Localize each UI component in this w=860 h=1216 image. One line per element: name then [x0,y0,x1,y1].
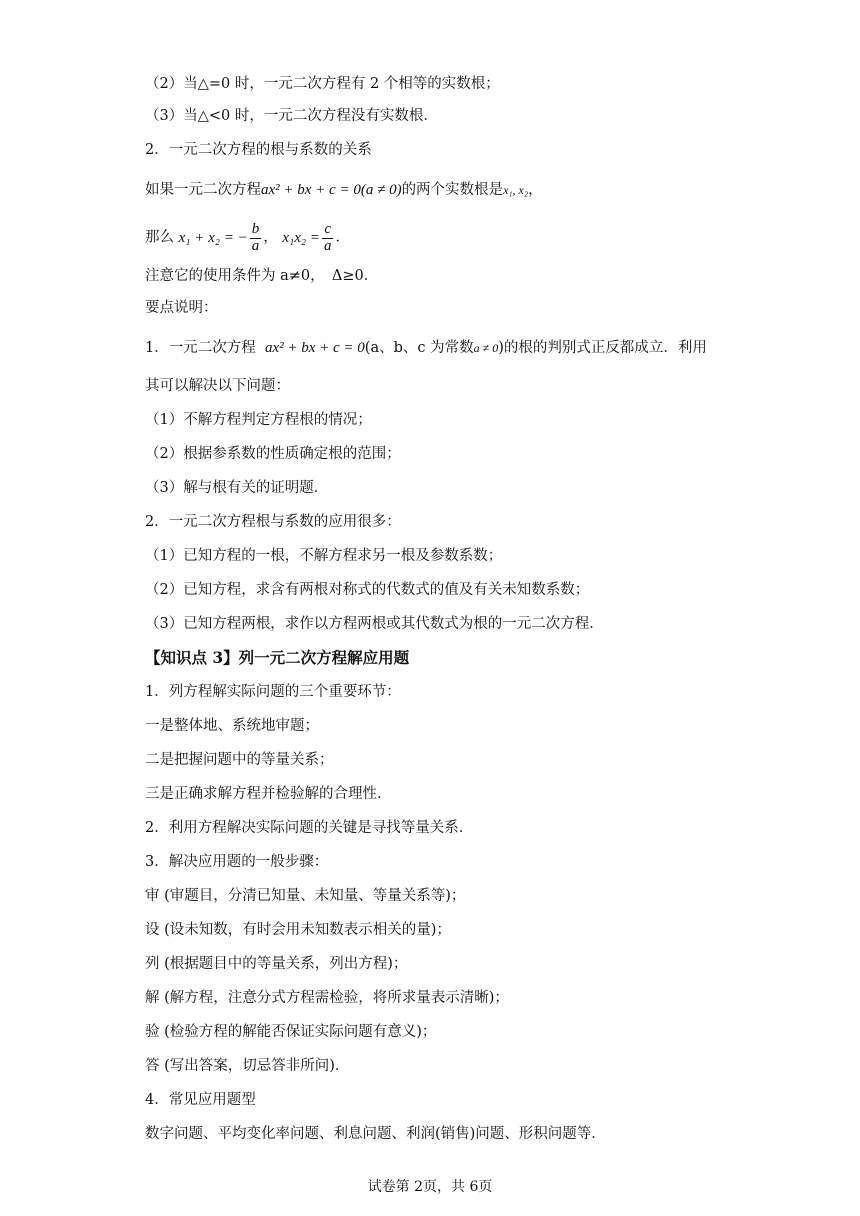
text-line-common-types-list: 数字问题、平均变化率问题、利息问题、利润(销售)问题、形积问题等． [145,1126,606,1142]
text-line-applications: 2．一元二次方程根与系数的应用很多： [145,514,401,530]
text-line-key-equality: 2．利用方程解决实际问题的关键是寻找等量关系． [145,820,474,836]
sum-of-roots-formula: x₁ + x₂ = − $\frac{b}{a}$ [178,221,260,254]
text-line-step-3: 三是正确求解方程并检验解的合理性． [145,786,392,802]
text-line-step-2: 二是把握问题中的等量关系； [145,752,334,768]
roots-label: x₁, x₂ [503,183,529,197]
quadratic-equation: ax² + bx + c = 0(a ≠ 0) [261,182,402,198]
text-line-application-3: （3）已知方程两根，求作以方程两根或其代数式为根的一元二次方程． [145,616,604,632]
text-line-key-points: 要点说明： [145,300,218,316]
text-line-vieta-formulas: 那么 x₁ + x₂ = − $\frac{b}{a}$ ， x₁x₂ = $\frac{c}{a}$ ． [145,221,350,254]
text-line-step-1: 一是整体地、系统地审题； [145,718,319,734]
text-line-problem-2: （2）根据参系数的性质确定根的范围； [145,446,401,462]
text-line-step-answer: 答 (写出答案，切忌答非所问)． [145,1058,350,1074]
section-heading-knowledge-point-3: 【知识点 3】列一元二次方程解应用题 [145,648,410,667]
text-line-application-2: （2）已知方程，求含有两根对称式的代数式的值及有关未知数系数； [145,582,590,598]
text-line-problems-intro: 其可以解决以下问题： [145,378,290,394]
text-line-step-set: 设 (设未知数，有时会用未知数表示相关的量)； [145,922,451,938]
product-of-roots-formula: x₁x₂ = $\frac{c}{a}$ [282,221,332,254]
quadratic-equation-short: ax² + bx + c = 0 [264,340,365,356]
text-line-application-1: （1）已知方程的一根，不解方程求另一根及参数系数； [145,548,503,564]
text-line-vieta-condition: 如果一元二次方程ax² + bx + c = 0(a ≠ 0)的两个实数根是x₁, x₂， [145,182,543,198]
page-footer: 试卷第 2页，共 6页 [367,1179,493,1195]
text-line-step-solve: 解 (解方程，注意分式方程需检验，将所求量表示清晰)； [145,990,509,1006]
text-line-common-types: 4．常见应用题型 [145,1092,256,1108]
a-not-zero: a ≠ 0 [473,341,499,355]
text-line-step-list: 列 (根据题目中的等量关系，列出方程)； [145,956,408,972]
text-line-case-2: （2）当△=0 时，一元二次方程有 2 个相等的实数根； [145,76,500,92]
text-line-step-check: 验 (检验方程的解能否保证实际问题有意义)； [145,1024,437,1040]
text-line-problem-3: （3）解与根有关的证明题． [145,480,329,496]
text-line-problem-1: （1）不解方程判定方程根的情况； [145,412,372,428]
text-line-step-review: 审 (审题目，分清已知量、未知量、等量关系等)； [145,888,466,904]
text-line-case-3: （3）当△<0 时，一元二次方程没有实数根． [145,108,438,124]
text-line-usage-condition: 注意它的使用条件为 a≠0， Δ≥0． [145,268,379,284]
text-line-three-steps: 1．列方程解实际问题的三个重要环节： [145,684,401,700]
text-line-discriminant-note: 1．一元二次方程 ax² + bx + c = 0(a、b、c 为常数a ≠ 0)的根的判别式正反都成立．利用 [145,340,707,356]
text-line-general-steps: 3．解决应用题的一般步骤： [145,854,329,870]
text-line-section-2: 2．一元二次方程的根与系数的关系 [145,142,372,158]
